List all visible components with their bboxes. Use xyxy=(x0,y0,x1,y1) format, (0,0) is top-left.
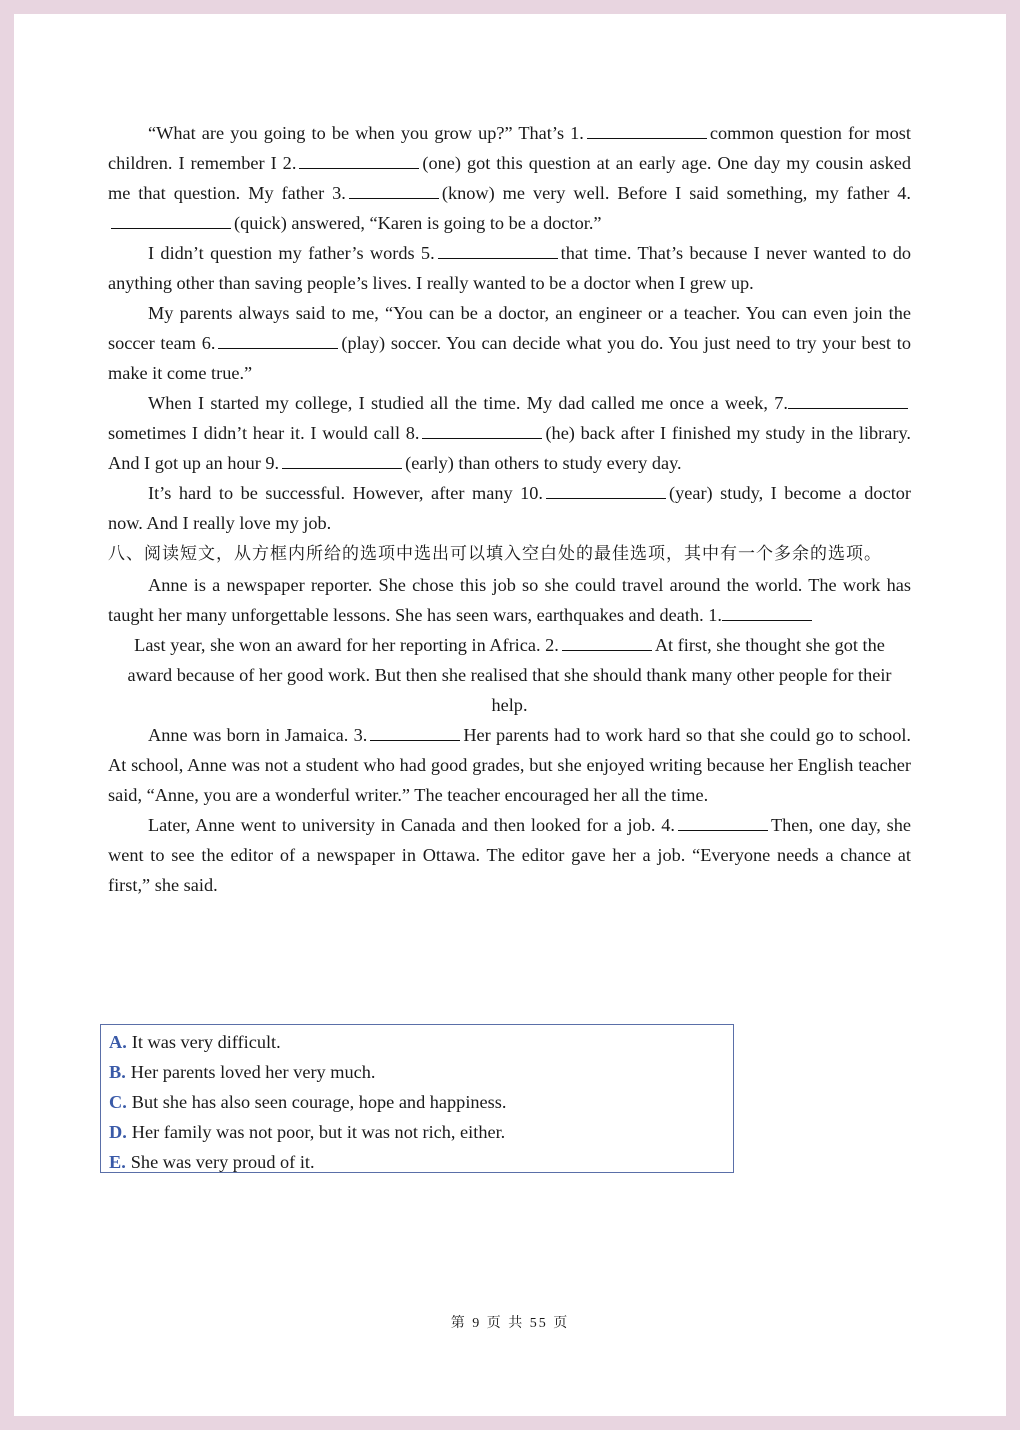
answer-blank-6 xyxy=(218,347,338,349)
passage1-paragraph-1 xyxy=(108,118,911,238)
document-content xyxy=(108,118,911,900)
option-item xyxy=(109,1147,733,1177)
text: (play) soccer. You can decide what you do. You just need to try your best to make it come true.” xyxy=(108,333,911,383)
answer-blank-p2-4 xyxy=(678,829,768,831)
option-item xyxy=(109,1057,733,1087)
text: I didn’t question my father’s words 5. xyxy=(148,243,435,263)
text: My parents always said to me, “You can be a doctor, an engineer or a teacher. You can even join the soccer team 6. xyxy=(108,303,911,353)
option-item xyxy=(109,1027,733,1057)
text: At first, she thought she got the award because of her good work. But then she realised that she should thank many other people for their help. xyxy=(127,635,892,715)
option-item xyxy=(109,1087,733,1117)
option-text: Her parents loved her very much. xyxy=(130,1062,376,1082)
option-text: But she has also seen courage, hope and happiness. xyxy=(131,1092,507,1112)
text: When I started my college, I studied all the time. My dad called me once a week, 7. xyxy=(148,393,788,413)
option-item xyxy=(109,1117,733,1147)
answer-blank-3 xyxy=(349,197,439,199)
passage1-paragraph-2 xyxy=(108,238,911,298)
text: (he) back after I finished my study in the library. And I got up an hour 9. xyxy=(108,423,911,473)
text: It’s hard to be successful. However, after many 10. xyxy=(148,483,543,503)
answer-blank-8 xyxy=(422,437,542,439)
option-letter: D. xyxy=(109,1122,127,1142)
option-letter: B. xyxy=(109,1062,126,1082)
option-text: It was very difficult. xyxy=(131,1032,281,1052)
text: (year) study, I become a doctor now. And I really love my job. xyxy=(108,483,911,533)
passage1-paragraph-3 xyxy=(108,298,911,388)
option-letter: E. xyxy=(109,1152,126,1172)
answer-blank-4 xyxy=(111,227,231,229)
passage2-paragraph-4 xyxy=(108,810,911,900)
section-title: 八、阅读短文，从方框内所给的选项中选出可以填入空白处的最佳选项，其中有一个多余的选项。 xyxy=(108,544,882,564)
answer-blank-2 xyxy=(299,167,419,169)
passage2-paragraph-1 xyxy=(108,570,911,630)
text: Then, one day, she went to see the editor of a newspaper in Ottawa. The editor gave her a job. “Everyone needs a chance at first,” she said. xyxy=(108,815,911,895)
page-number: 第 9 页 共 55 页 xyxy=(450,1316,570,1331)
text: Anne is a newspaper reporter. She chose this job so she could travel around the world. The work has taught her many unforgettable lessons. She has seen wars, earthquakes and death. 1. xyxy=(108,575,911,625)
options-box xyxy=(100,1024,734,1173)
answer-blank-7 xyxy=(788,407,908,409)
answer-blank-10 xyxy=(546,497,666,499)
answer-blank-p2-1 xyxy=(722,619,812,621)
text: (one) got this question at an early age. One day my cousin asked me that question. My father 3. xyxy=(108,153,911,203)
answer-blank-p2-2 xyxy=(562,649,652,651)
passage2-paragraph-3 xyxy=(108,720,911,810)
option-text: Her family was not poor, but it was not rich, either. xyxy=(131,1122,506,1142)
answer-blank-5 xyxy=(438,257,558,259)
text: Anne was born in Jamaica. 3. xyxy=(148,725,368,745)
passage1-paragraph-4 xyxy=(108,388,911,478)
text: sometimes I didn’t hear it. I would call 8. xyxy=(108,423,420,443)
document-page xyxy=(14,14,1006,1416)
option-letter: C. xyxy=(109,1092,127,1112)
text: that time. That’s because I never wanted to do anything other than saving people’s lives. I really wanted to be a doctor when I grew up. xyxy=(108,243,911,293)
answer-blank-p2-3 xyxy=(370,739,460,741)
passage1-paragraph-5 xyxy=(108,478,911,538)
option-text: She was very proud of it. xyxy=(130,1152,315,1172)
text: common question for most children. I remember I 2. xyxy=(108,123,911,173)
text: Last year, she won an award for her reporting in Africa. 2. xyxy=(134,635,559,655)
text: Her parents had to work hard so that she could go to school. At school, Anne was not a student who had good grades, but she enjoyed writing because her English teacher said, “Anne, you are a wonderful writer.” The teacher encouraged her all the time. xyxy=(108,725,911,805)
passage2-paragraph-2 xyxy=(108,630,911,720)
text: “What are you going to be when you grow up?” That’s 1. xyxy=(148,123,584,143)
text: (know) me very well. Before I said something, my father 4. xyxy=(441,183,911,203)
text: (early) than others to study every day. xyxy=(405,453,682,473)
text: Later, Anne went to university in Canada and then looked for a job. 4. xyxy=(148,815,675,835)
answer-blank-1 xyxy=(587,137,707,139)
option-letter: A. xyxy=(109,1032,127,1052)
answer-blank-9 xyxy=(282,467,402,469)
text: (quick) answered, “Karen is going to be a doctor.” xyxy=(234,213,602,233)
